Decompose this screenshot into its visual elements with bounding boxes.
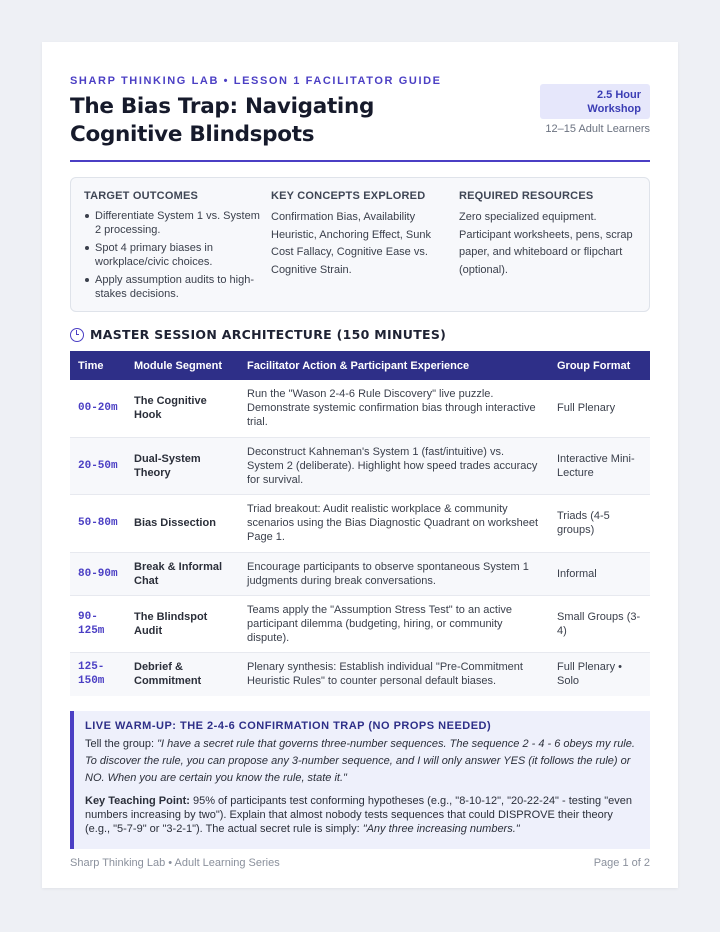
kicker-label: SHARP THINKING LAB • LESSON 1 FACILITATOR GUIDE [70, 75, 442, 87]
table-row [70, 495, 650, 552]
column-header-time: Time [78, 359, 104, 372]
format-cell: Full Plenary • Solo [557, 661, 622, 688]
module-cell: Bias Dissection [134, 517, 216, 530]
teaching-point-text: 95% of participants test conforming hypotheses (e.g., "8-10-12", "20-22-24" - testing "even numbers increasing by two"). Explain that almost nobody tests sequences that could DISPROVE their theory (e.g., "5-7-9" or "3-2-1"). The actual secret rule is simply: [85, 795, 632, 835]
column-header-format: Group Format [557, 359, 631, 372]
module-cell: The Blindspot Audit [134, 610, 208, 637]
outcome-item: Differentiate System 1 vs. System 2 processing. [84, 209, 266, 237]
format-cell: Informal [557, 567, 597, 580]
callout-intro: Tell the group: [85, 738, 158, 750]
clock-icon [70, 328, 84, 342]
time-cell: 50-80m [78, 517, 118, 530]
action-cell: Encourage participants to observe spontaneous System 1 judgments during break conversations. [247, 560, 529, 587]
time-cell: 00-20m [78, 402, 118, 415]
teaching-point [85, 794, 638, 836]
action-cell: Plenary synthesis: Establish individual "Pre-Commitment Heuristic Rules" to counter personal default biases. [247, 661, 523, 688]
format-cell: Small Groups (3-4) [557, 610, 641, 637]
resources-heading: REQUIRED RESOURCES [459, 190, 594, 202]
session-section-title [70, 327, 446, 342]
format-cell: Triads (4-5 groups) [557, 510, 610, 537]
module-cell: Break & Informal Chat [134, 560, 223, 587]
table-row [70, 653, 650, 696]
resources-column [459, 190, 639, 279]
duration-badge [540, 84, 650, 119]
guide-page [42, 42, 678, 888]
table-header-row [70, 351, 650, 380]
module-cell: The Cognitive Hook [134, 395, 207, 422]
callout-quote: "I have a secret rule that governs three-number sequences. The sequence 2 - 4 - 6 obeys my rule. To discover the rule, you can propose any 3-number sequence, and I will only answer YES (it follows the rule) or NO. When you are certain you know the rule, state it." [85, 738, 635, 784]
table-row [70, 595, 650, 652]
summary-panel [70, 177, 650, 312]
header-divider [70, 160, 650, 162]
module-cell: Dual-System Theory [134, 453, 201, 480]
action-cell: Teams apply the "Assumption Stress Test" to an active participant dilemma (budgeting, hiring, or community dispute). [247, 603, 513, 644]
format-cell: Interactive Mini-Lecture [557, 453, 635, 480]
outcomes-list [84, 209, 266, 301]
column-header-action: Facilitator Action & Participant Experience [247, 359, 470, 372]
teaching-point-answer: "Any three increasing numbers." [362, 823, 520, 835]
outcome-item: Spot 4 primary biases in workplace/civic choices. [84, 241, 266, 269]
page-header [70, 75, 650, 149]
action-cell: Deconstruct Kahneman's System 1 (fast/intuitive) vs. System 2 (deliberate). Highlight how speed trades accuracy for survival. [247, 446, 538, 487]
warmup-callout [70, 711, 650, 849]
badge-line-2: Workshop [587, 103, 641, 115]
badge-line-1: 2.5 Hour [596, 89, 641, 101]
outcomes-column [84, 190, 266, 305]
time-cell: 80-90m [78, 567, 118, 580]
callout-heading: LIVE WARM-UP: THE 2-4-6 CONFIRMATION TRAP (NO PROPS NEEDED) [85, 720, 492, 732]
resources-text: Zero specialized equipment. Participant worksheets, pens, scrap paper, and whiteboard or flipchart (optional). [459, 211, 633, 276]
footer-series: Sharp Thinking Lab • Adult Learning Series [70, 857, 280, 869]
callout-instructions [85, 736, 638, 787]
outcomes-heading: TARGET OUTCOMES [84, 190, 199, 202]
table-row [70, 380, 650, 437]
time-cell: 90-125m [78, 610, 105, 637]
session-table [70, 351, 650, 696]
concepts-column [271, 190, 449, 279]
action-cell: Triad breakout: Audit realistic workplace & community scenarios using the Bias Diagnostic Quadrant on worksheet Page 1. [247, 503, 539, 544]
table-row [70, 437, 650, 494]
time-cell: 20-50m [78, 460, 118, 473]
concepts-text: Confirmation Bias, Availability Heuristic, Anchoring Effect, Sunk Cost Fallacy, Cognitive Ease vs. Cognitive Strain. [271, 211, 431, 276]
page-number: Page 1 of 2 [593, 857, 650, 869]
column-header-module: Module Segment [134, 359, 223, 372]
table-row [70, 552, 650, 595]
action-cell: Run the "Wason 2-4-6 Rule Discovery" live puzzle. Demonstrate systemic confirmation bias through interactive trial. [247, 388, 536, 429]
session-title-text: MASTER SESSION ARCHITECTURE (150 MINUTES) [90, 327, 447, 342]
module-cell: Debrief & Commitment [134, 661, 202, 688]
page-footer [70, 857, 650, 869]
format-cell: Full Plenary [557, 402, 616, 415]
time-cell: 125-150m [78, 661, 105, 688]
outcome-item: Apply assumption audits to high-stakes decisions. [84, 273, 266, 301]
learner-count: 12–15 Adult Learners [545, 123, 650, 135]
concepts-heading: KEY CONCEPTS EXPLORED [271, 190, 426, 202]
page-title: The Bias Trap: Navigating Cognitive Blindspots [70, 94, 375, 147]
teaching-point-label: Key Teaching Point: [85, 795, 190, 807]
